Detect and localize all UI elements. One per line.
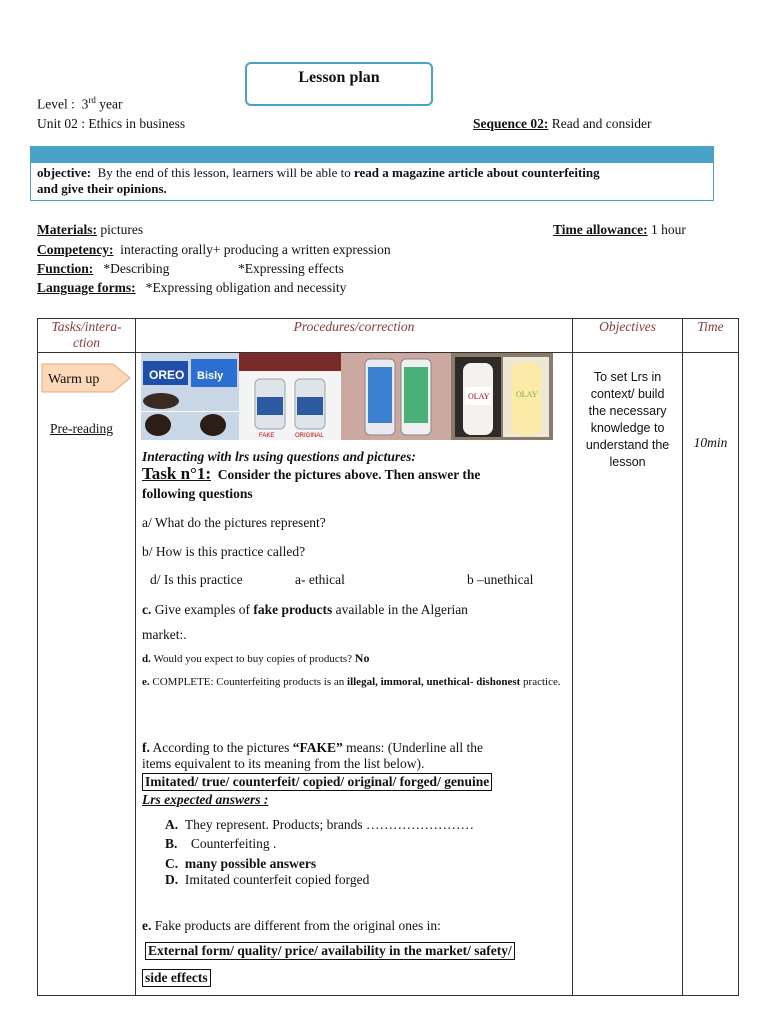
- question-c-market: market:.: [142, 627, 187, 642]
- question-e-bold2: dishonest: [476, 676, 521, 688]
- question-e2: [142, 918, 441, 934]
- question-e-label: e.: [142, 676, 150, 688]
- question-e-rest: practice.: [523, 676, 561, 688]
- cookie-label: Bisly: [197, 370, 224, 382]
- task-text: Consider the pictures above. Then answer the: [217, 467, 481, 482]
- objective-bold: read a magazine article about counterfeiting: [353, 165, 600, 180]
- question-d2-label: d.: [142, 653, 151, 665]
- question-f-fake: “FAKE”: [292, 740, 343, 755]
- sequence-line: [473, 116, 651, 132]
- level-year: year: [99, 96, 123, 112]
- interacting-text: Interacting with lrs using questions and pictures:: [142, 449, 416, 464]
- header-tasks: [38, 319, 136, 353]
- table-header-row: [38, 319, 739, 353]
- pictures-strip: [141, 353, 553, 440]
- objectives-cell: To set Lrs in context/ build the necessary knowledge to understand the lesson: [573, 353, 683, 996]
- materials-value: pictures: [100, 222, 144, 237]
- answer-a-text: They represent. Products; brands ……………………: [184, 817, 474, 832]
- question-f-text: According to the pictures: [152, 740, 290, 755]
- competency-value: interacting orally+ producing a written expression: [120, 242, 391, 257]
- task-line: [142, 464, 480, 484]
- sequence-value: Read and consider: [551, 116, 652, 131]
- answer-d: [165, 872, 369, 888]
- sequence-label: Sequence 02:: [473, 116, 549, 131]
- question-b: b/ How is this practice called?: [142, 544, 306, 559]
- title-box: [245, 62, 433, 106]
- question-f-label: f.: [142, 740, 150, 755]
- answer-b: [165, 836, 276, 852]
- olay-label-2: OLAY: [516, 390, 538, 399]
- jars-picture: [239, 353, 341, 440]
- header-tasks-1: Tasks/intera-: [51, 319, 122, 334]
- level-line: [37, 95, 122, 113]
- olay-label-1: OLAY: [468, 392, 490, 401]
- question-f-rest: means: (Underline all the: [346, 740, 483, 755]
- tasks-cell: [38, 353, 136, 996]
- answer-a: [165, 817, 474, 833]
- header-time: Time: [683, 319, 739, 353]
- header-tasks-2: ction: [72, 335, 100, 350]
- language-label: Language forms:: [37, 280, 136, 295]
- competency-label: Competency:: [37, 242, 114, 257]
- answer-a-letter: A.: [165, 817, 179, 832]
- answer-c: [165, 856, 316, 872]
- objective-bold2: and give their opinions.: [37, 181, 167, 196]
- question-d2-text: Would you expect to buy copies of products?: [153, 653, 353, 665]
- question-c-rest: available in the Algerian: [335, 602, 468, 617]
- question-c-text: Give examples of: [154, 602, 250, 617]
- lotion-picture: [451, 353, 553, 440]
- question-e2-box1-wrap: [145, 942, 515, 960]
- level-num: 3: [81, 96, 89, 112]
- function-line: [37, 261, 169, 277]
- question-d2-answer: No: [354, 651, 370, 665]
- objective-box: [30, 163, 714, 201]
- function-value2: *Expressing effects: [238, 261, 344, 276]
- question-f: [142, 740, 483, 756]
- question-d2: [142, 651, 369, 666]
- materials-line: [37, 222, 143, 238]
- level-label: Level :: [37, 96, 75, 112]
- question-c-bold: fake products: [253, 602, 333, 617]
- task-label: Task n°1:: [142, 464, 212, 483]
- answer-b-text: Counterfeiting .: [190, 836, 277, 851]
- question-f-line2: items equivalent to its meaning from the list below).: [142, 756, 425, 771]
- time-allowance-line: [553, 222, 686, 238]
- time-allowance-value: 1 hour: [651, 222, 686, 237]
- language-line: [37, 280, 346, 296]
- header-objectives: Objectives: [573, 319, 683, 353]
- question-e-bold: illegal, immoral, unethical-: [347, 676, 474, 688]
- function-value1: *Describing: [103, 261, 170, 276]
- answer-b-letter: B.: [165, 836, 178, 851]
- question-e-text: COMPLETE: Counterfeiting products is an: [152, 676, 345, 688]
- time-allowance-label: Time allowance:: [553, 222, 648, 237]
- answer-c-text: many possible answers: [184, 856, 317, 871]
- task-text2: following questions: [142, 486, 253, 501]
- page-title: Lesson plan: [298, 69, 380, 86]
- question-d-option-a: a- ethical: [295, 572, 345, 587]
- question-e2-box2: side effects: [142, 969, 211, 987]
- expected-answers-label: Lrs expected answers :: [142, 792, 269, 807]
- question-e2-label: e.: [142, 918, 152, 933]
- time-cell: 10min: [683, 353, 739, 996]
- question-e2-box2-wrap: [142, 969, 211, 987]
- question-e2-text: Fake products are different from the original ones in:: [154, 918, 441, 933]
- warm-up-label: Warm up: [48, 372, 100, 387]
- pre-reading-label: Pre-reading: [50, 421, 113, 436]
- answer-c-letter: C.: [165, 856, 179, 871]
- question-e2-box1: External form/ quality/ price/ availability in the market/ safety/: [145, 942, 515, 960]
- objective-text: By the end of this lesson, learners will be able to: [97, 165, 351, 180]
- question-d-option-b: b –unethical: [467, 572, 534, 587]
- question-f-box-wrap: [142, 773, 492, 791]
- jar-label-fake: FAKE: [259, 433, 275, 439]
- question-c-label: c.: [142, 602, 152, 617]
- materials-label: Materials:: [37, 222, 97, 237]
- question-c: [142, 602, 468, 618]
- phones-picture: [341, 353, 451, 440]
- answer-d-letter: D.: [165, 872, 179, 887]
- objective-bar: [30, 146, 714, 163]
- level-sup: rd: [88, 95, 96, 105]
- jar-label-original: ORIGINAL: [295, 433, 324, 439]
- question-a: a/ What do the pictures represent?: [142, 515, 326, 530]
- language-value: *Expressing obligation and necessity: [145, 280, 347, 295]
- question-d: d/ Is this practice: [150, 572, 243, 587]
- warm-up-arrow: [41, 363, 131, 393]
- unit-line: Unit 02 : Ethics in business: [37, 116, 186, 131]
- function-label: Function:: [37, 261, 94, 276]
- oreo-picture: [141, 353, 239, 440]
- oreo-label: OREO: [149, 368, 185, 382]
- objective-label: objective:: [37, 165, 92, 180]
- answer-d-text: Imitated counterfeit copied forged: [184, 872, 370, 887]
- question-f-box: Imitated/ true/ counterfeit/ copied/ original/ forged/ genuine: [142, 773, 492, 791]
- question-e: [142, 672, 566, 693]
- header-procedures: Procedures/correction: [135, 319, 572, 353]
- competency-line: [37, 242, 391, 258]
